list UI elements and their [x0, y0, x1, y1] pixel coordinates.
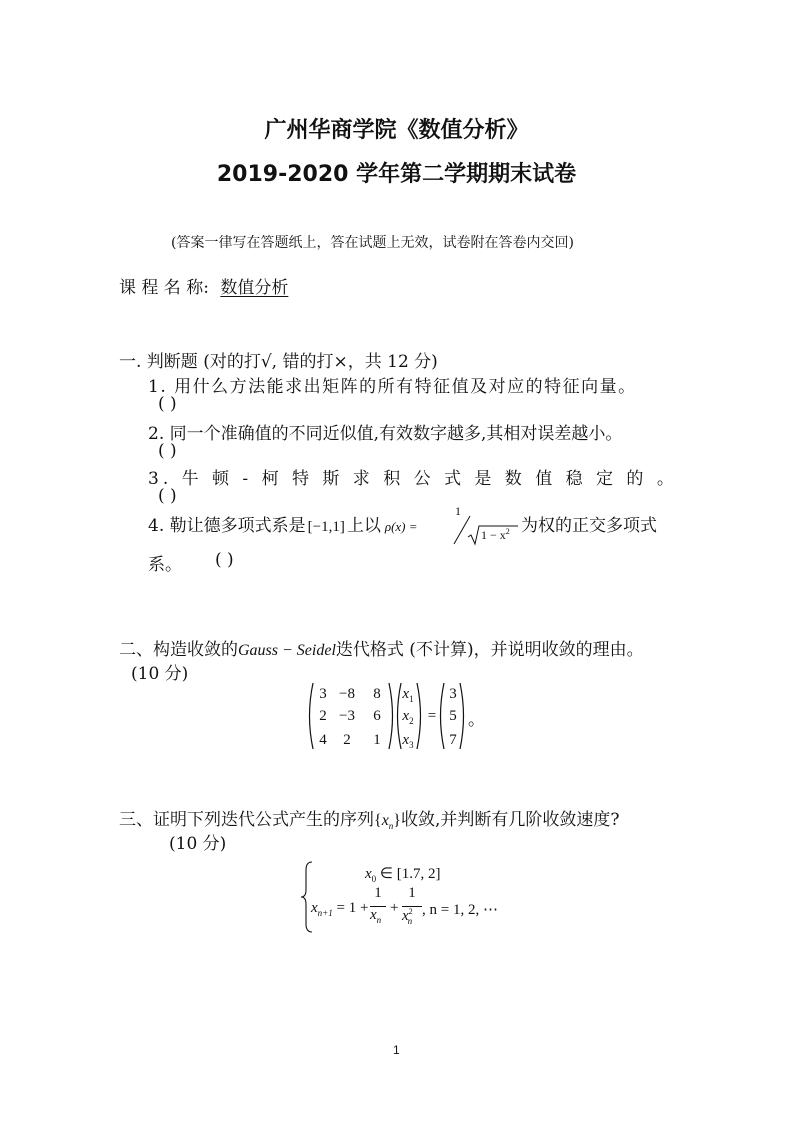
- matrix-a22: −3: [339, 708, 355, 724]
- rhs-b3: 7: [449, 732, 457, 748]
- question-3: 3. 牛 顿 - 柯 特 斯 求 积 公 式 是 数 值 稳 定 的 。: [148, 469, 678, 489]
- question-4-prefix: 4. 勒让德多项式系是: [148, 516, 306, 536]
- rhs-b1: 3: [449, 686, 457, 702]
- exam-instruction: (答案一律写在答题纸上，答在试题上无效，试卷附在答卷内交回): [171, 235, 574, 251]
- frac1-numerator: 1: [374, 885, 382, 901]
- matrix-a31: 4: [319, 732, 327, 748]
- equals-sign: =: [427, 708, 437, 724]
- frac1-denominator: $x_n$: [370, 907, 382, 925]
- question-4-answer-blank: ( ): [215, 550, 234, 570]
- matrix-a32: 2: [343, 732, 351, 748]
- section3-score: (10 分): [169, 834, 227, 854]
- matrix-a13: 8: [373, 686, 381, 702]
- weight-function-label: ρ(x) =: [384, 519, 418, 534]
- exam-title-line2: 2019-2020 学年第二学期期末试卷: [216, 162, 577, 187]
- matrix-a12: −8: [339, 686, 355, 702]
- section3-heading: 三、证明下列迭代公式产生的序列$\{x_n\}$收敛,并判断有几阶收敛速度?: [119, 810, 620, 832]
- frac2-numerator: 1: [408, 885, 416, 901]
- initial-condition: $x_0$ ∈ [1.7, 2]: [365, 866, 441, 884]
- section1-heading: 一. 判断题 (对的打√, 错的打×，共 12 分): [119, 352, 438, 372]
- method-name: Gauss − Seidel: [238, 642, 336, 659]
- question-1: 1. 用什么方法能求出矩阵的所有特征值及对应的特征向量。: [148, 377, 637, 397]
- question-4-interval: [−1,1]: [307, 519, 345, 535]
- weight-numerator: 1: [455, 504, 461, 518]
- iteration-tail: , n = 1, 2, ⋯: [422, 902, 498, 918]
- rhs-b2: 5: [449, 708, 457, 724]
- page-number: 1: [393, 1043, 400, 1057]
- matrix-a21: 2: [319, 708, 327, 724]
- question-1-answer-blank: ( ): [158, 394, 177, 414]
- section2-heading: 二、构造收敛的Gauss − Seidel迭代格式 (不计算)，并说明收敛的理由。: [119, 640, 644, 660]
- question-4-mid: 上以: [346, 516, 381, 536]
- matrix-a11: 3: [319, 686, 327, 702]
- plus-sign: +: [390, 900, 399, 916]
- course-label: 课 程 名 称:: [119, 278, 209, 298]
- course-line: [119, 273, 288, 298]
- question-4: [148, 511, 418, 536]
- exam-title-line1: 广州华商学院《数值分析》: [264, 118, 529, 143]
- course-name: 数值分析: [220, 278, 289, 298]
- frac2-denominator: $x^2_n$: [402, 907, 413, 926]
- section2-score: (10 分): [131, 664, 189, 684]
- weight-radicand: $1 - x^2$: [481, 527, 510, 542]
- question-2: 2. 同一个准确值的不同近似值,有效数字越多,其相对误差越小。: [148, 424, 623, 444]
- iteration-lhs: $x_{n+1} = 1$ +: [311, 900, 369, 918]
- var-x1: $x_1$: [402, 686, 414, 704]
- matrix-period: 。: [468, 710, 485, 730]
- matrix-a23: 6: [373, 708, 381, 724]
- question-3-answer-blank: ( ): [158, 486, 177, 506]
- formula-brace: [298, 860, 318, 934]
- question-4-suffix: 为权的正交多项式: [521, 516, 657, 536]
- var-x2: $x_2$: [402, 708, 414, 726]
- var-x3: $x_3$: [402, 732, 414, 750]
- question-2-answer-blank: ( ): [158, 441, 177, 461]
- question-4-line2: 系。: [148, 555, 182, 575]
- matrix-a33: 1: [373, 732, 381, 748]
